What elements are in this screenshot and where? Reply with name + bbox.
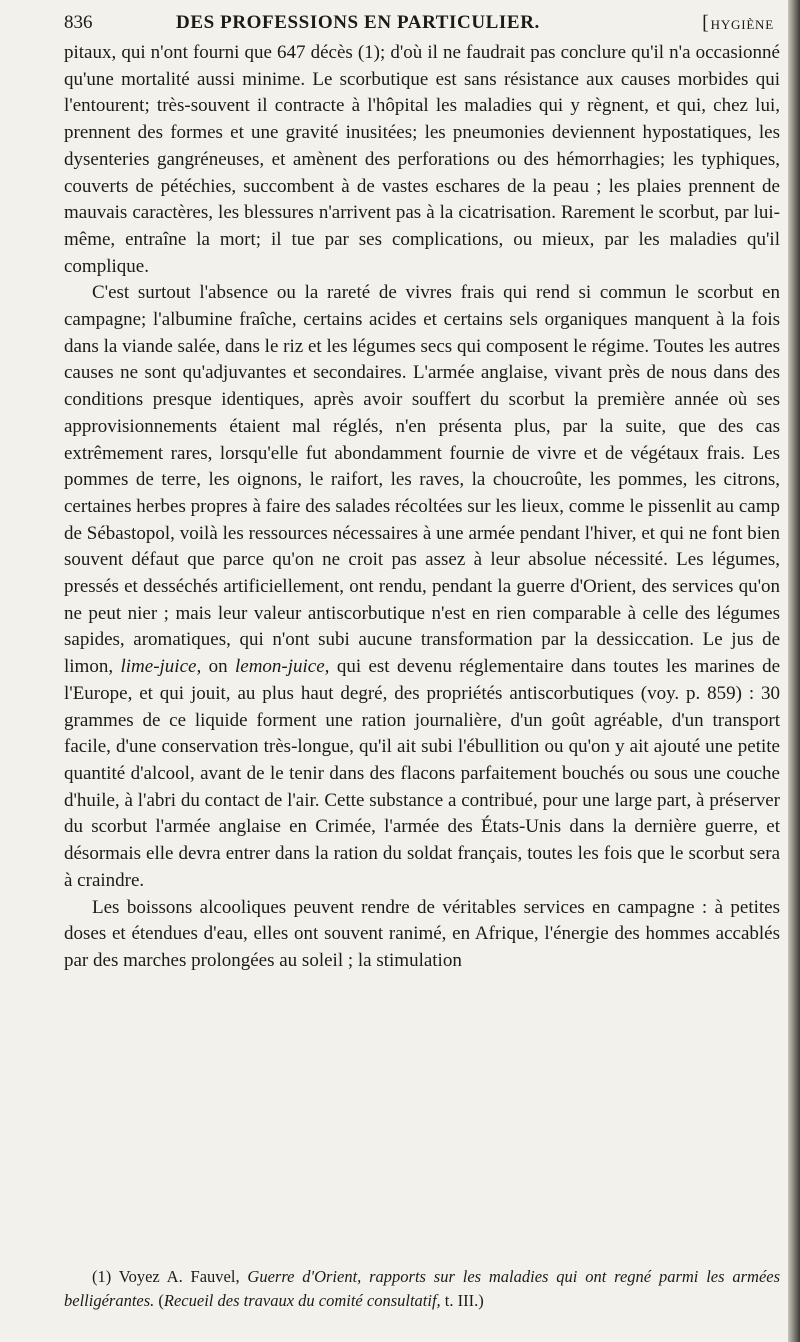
paragraph-1: pitaux, qui n'ont fourni que 647 décès (1); d'où il ne faudrait pas conclure qu'il n'a occasionné qu'une mortalité aussi minime. Le scorbutique est sans résistance aux causes morbides qui l'entourent; très-souvent il contracte à l'hôpital les maladies qui y règnent, et qui, chez lui, prennent des formes et une gravité inusitées; les pneumonies deviennent hypostatiques, les dysenteries gangréneuses, et amènent des perforations ou des hémorrhagies; les typhiques, couverts de pétéchies, succombent à de vastes eschares de la peau ; les plaies prennent de mauvais caractères, les blessures n'arrivent pas à la cicatrisation. Rarement le scorbut, par lui-même, entraîne la mort; il tue par ses complications, ou mieux, par les maladies qu'il complique. bbox=[64, 42, 780, 277]
footnote-1 bbox=[64, 1265, 780, 1313]
footnote-title: Guerre d'Orient, rapports sur les maladies qui ont regné parmi les armées belligérantes. bbox=[64, 1267, 781, 1310]
footnote-marker: (1) bbox=[92, 1267, 112, 1286]
term-lime-juice: lime-juice, bbox=[120, 656, 202, 678]
paragraph-3: Les boissons alcooliques peuvent rendre de véritables services en campagne : à petites doses et étendues d'eau, elles ont souvent ranimé, en Afrique, l'énergie des hommes accablés par des marches prolongées au soleil ; la stimulation bbox=[64, 896, 780, 971]
main-text bbox=[64, 40, 780, 975]
paragraph-2-or: on bbox=[208, 656, 228, 678]
page-number: 836 bbox=[64, 12, 93, 33]
paragraph-2-cont: qui est devenu réglementaire dans toutes les marines de l'Europe, et qui jouit, au plus haut degré, des propriétés antiscorbutiques (voy. p. 859) : 30 grammes de ce liquide forment une ration journalière, d'un goût agréable, d'un transport facile, d'une conservation très-longue, qu'il ait subi l'ébullition ou qu'on y ait ajouté une petite quantité d'alcool, avant de le tenir dans des flacons parfaitement bouchés ou sous une couche d'huile, à l'abri du contact de l'air. Cette substance a contribué, pour une large part, à préserver du scorbut l'armée anglaise en Crimée, l'armée des États-Unis dans la dernière guerre, et désormais elle devra entrer dans la ration du soldat français, toutes les fois que le scorbut sera à craindre. bbox=[64, 656, 780, 891]
running-header bbox=[64, 8, 780, 38]
footnote-paren: ( bbox=[158, 1291, 164, 1310]
footnote-recueil: Recueil des travaux du comité consultatif, bbox=[163, 1291, 441, 1310]
footnote bbox=[64, 1265, 780, 1313]
section-label: [ HYGIÈNE bbox=[702, 8, 774, 40]
running-title: DES PROFESSIONS EN PARTICULIER. bbox=[176, 12, 540, 33]
paragraph-2-text: C'est surtout l'absence ou la rareté de vivres frais qui rend si commun le scorbut en campagne; l'albumine fraîche, certains acides et certains sels organiques manquent à la fois dans la viande salée, dans le riz et les légumes secs qui composent le régime. Toutes les autres causes ne sont qu'adjuvantes et secondaires. L'armée anglaise, vivant près de nous dans des conditions presque identiques, après avoir souffert du scorbut la première année où ses approvisionnements étaient mal réglés, n'en présenta plus, par la suite, que des cas extrêmement rares, lorsqu'elle fut abondamment fournie de vivre et de végétaux frais. Les pommes de terre, les oignons, le raifort, les raves, la choucroûte, les pommes, les citrons, certaines herbes propres à faire des salades récoltées sur les lieux, comme le pissenlit au camp de Sébastopol, voilà les ressources nécessaires à une armée pendant l'hiver, et qui ne font bien souvent défaut que parce qu'on ne croit pas assez à leur absolue nécessité. Les légumes, pressés et desséchés artificiellement, ont rendu, pendant la guerre d'Orient, des services qu'on ne peut nier ; mais leur valeur antiscorbutique n'est en rien comparable à celle des légumes sapides, aromatiques, qui n'ont subi aucune transformation par la dessiccation. Le jus de limon, bbox=[64, 282, 780, 678]
footnote-text-after: t. III.) bbox=[444, 1291, 484, 1310]
footnote-text-before: Voyez A. Fauvel, bbox=[118, 1267, 240, 1286]
paragraph-2 bbox=[64, 280, 780, 894]
term-lemon-juice: lemon-juice, bbox=[234, 656, 330, 678]
page-binding-edge bbox=[788, 0, 800, 1342]
